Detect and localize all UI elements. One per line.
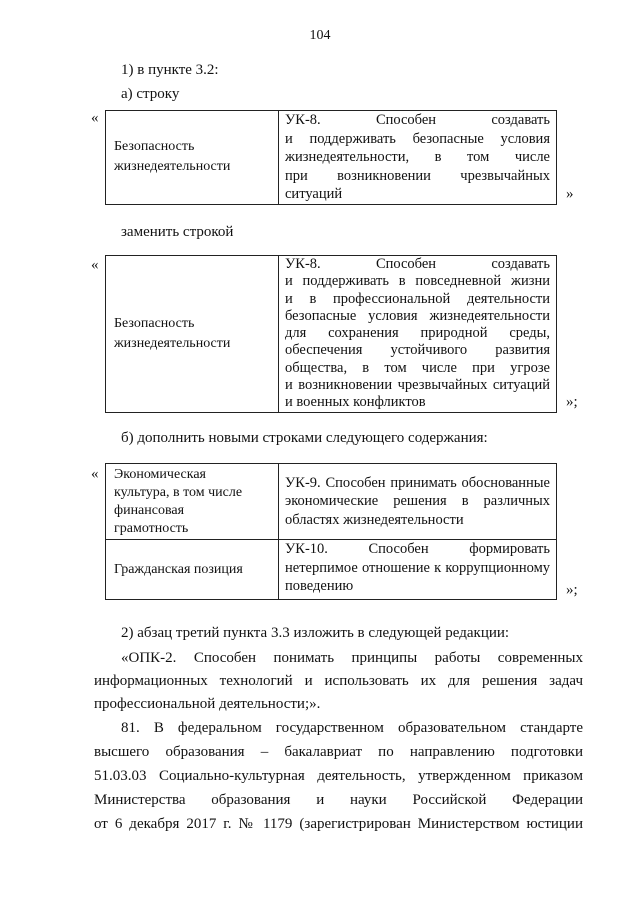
table2-right-cell bbox=[279, 256, 557, 413]
page-number: 104 bbox=[309, 28, 331, 43]
table2-right-line: и в профессиональной деятельности bbox=[285, 290, 550, 307]
table2-close-quote: »; bbox=[566, 394, 578, 410]
table1-left-cell bbox=[106, 111, 279, 205]
table2-left-cell bbox=[106, 256, 279, 413]
para81-line: 51.03.03 Социально-культурная деятельность, утвержденном приказом bbox=[94, 768, 583, 784]
table1-open-quote: « bbox=[91, 110, 99, 126]
table3 bbox=[105, 463, 557, 600]
item-1a: а) строку bbox=[121, 86, 180, 102]
table2-right-line: обеспечения устойчивого развития bbox=[285, 342, 550, 359]
table1 bbox=[105, 110, 557, 205]
table3-row2-right-line: УК-10. Способен формировать bbox=[285, 541, 550, 557]
item-2: 2) абзац третий пункта 3.3 изложить в следующей редакции: bbox=[121, 625, 510, 641]
para81-line: Министерства образования и науки Российской Федерации bbox=[94, 792, 583, 808]
table3-row2-right-line: нетерпимое отношение к коррупционному bbox=[285, 559, 550, 576]
table3-row1-left-line: грамотность bbox=[114, 520, 189, 536]
item-1b: б) дополнить новыми строками следующего содержания: bbox=[121, 430, 488, 446]
table3-row2-right-cell bbox=[279, 540, 557, 600]
table3-row1-right-cell bbox=[279, 464, 557, 540]
opk2-line: «ОПК-2. Способен понимать принципы работы современных bbox=[121, 650, 583, 666]
table2-right-line: и поддерживать в повседневной жизни bbox=[285, 273, 550, 290]
table1-close-quote: » bbox=[566, 186, 574, 202]
table2-left-line: Безопасность bbox=[114, 315, 195, 331]
table3-row2-left-line: Гражданская позиция bbox=[114, 561, 243, 577]
table1-left-line: Безопасность bbox=[114, 139, 195, 155]
table3-row1-left-line: культура, в том числе bbox=[114, 484, 243, 500]
table2 bbox=[105, 255, 557, 413]
table1-right-line: УК-8. Способен создавать bbox=[285, 112, 550, 128]
table1-right-line: при возникновении чрезвычайных bbox=[285, 167, 550, 184]
table3-row2-left-cell bbox=[106, 540, 279, 600]
table2-open-quote: « bbox=[91, 257, 99, 273]
table1-right-line: ситуаций bbox=[285, 186, 343, 203]
table3-close-quote: »; bbox=[566, 582, 578, 598]
table1-right-cell bbox=[279, 111, 557, 205]
table3-open-quote: « bbox=[91, 466, 99, 482]
opk2-line: профессиональной деятельности;». bbox=[94, 696, 321, 712]
table1-right-line: и поддерживать безопасные условия bbox=[285, 130, 550, 147]
opk2-line: информационных технологий и использовать их для решения задач bbox=[94, 673, 583, 689]
table2-right-line: и военных конфликтов bbox=[285, 394, 426, 411]
table3-row1-right-line: областях жизнедеятельности bbox=[285, 511, 464, 528]
table2-right-line: УК-8. Способен создавать bbox=[285, 256, 550, 272]
table2-right-line: общества, в том числе при угрозе bbox=[285, 359, 550, 376]
table3-row2-right-line: поведению bbox=[285, 578, 354, 595]
para81-line: от 6 декабря 2017 г. № 1179 (зарегистрирован Министерством юстиции bbox=[94, 816, 583, 832]
table3-row1-right-line: УК-9. Способен принимать обоснованные bbox=[285, 474, 550, 491]
table3-row1-right-line: экономические решения в различных bbox=[285, 493, 550, 510]
table3-row1-left-line: финансовая bbox=[114, 502, 185, 518]
table3-row1-left-cell bbox=[106, 464, 279, 540]
table3-row1-left-line: Экономическая bbox=[114, 466, 206, 482]
table2-right-line: безопасные условия жизнедеятельности bbox=[285, 307, 550, 324]
para81-line: 81. В федеральном государственном образовательном стандарте bbox=[121, 720, 583, 736]
table2-right-line: для сохранения природной среды, bbox=[285, 325, 550, 342]
item-1: 1) в пункте 3.2: bbox=[121, 62, 219, 78]
table2-left-line: жизнедеятельности bbox=[114, 335, 231, 351]
table1-left-line: жизнедеятельности bbox=[114, 159, 231, 175]
para81-line: высшего образования – бакалавриат по направлению подготовки bbox=[94, 744, 583, 760]
table2-right-line: и возникновении чрезвычайных ситуаций bbox=[285, 377, 550, 394]
replace-with-text: заменить строкой bbox=[121, 224, 234, 240]
table1-right-line: жизнедеятельности, в том числе bbox=[285, 149, 550, 166]
